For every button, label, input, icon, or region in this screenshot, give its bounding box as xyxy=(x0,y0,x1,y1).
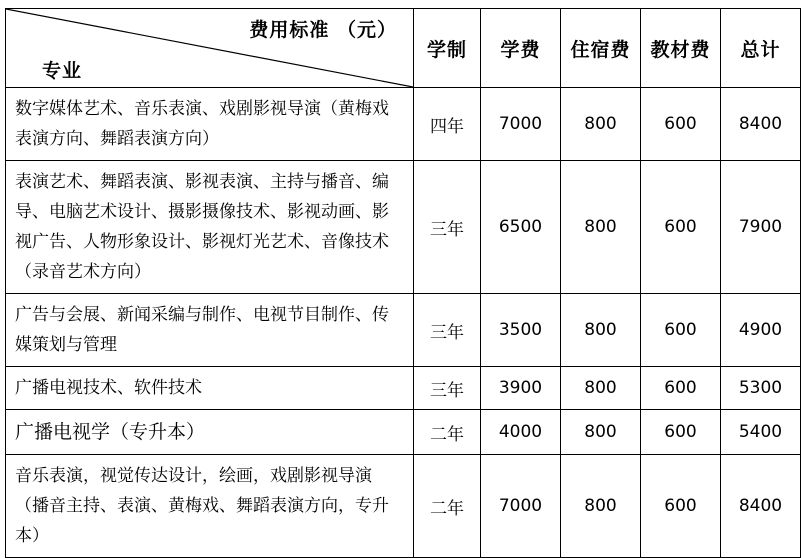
header-fee-label: 费用标准 （元） xyxy=(249,19,397,41)
header-years: 学制 xyxy=(414,9,481,88)
header-dorm-fee: 住宿费 xyxy=(561,9,641,88)
row-book-fee: 600 xyxy=(641,410,721,455)
table-header-row xyxy=(6,9,801,88)
row-years: 四年 xyxy=(414,88,481,161)
row-years: 二年 xyxy=(414,455,481,558)
row-tuition: 3500 xyxy=(481,294,561,367)
table-row xyxy=(6,88,801,161)
header-corner-cell xyxy=(6,9,414,88)
row-total: 5400 xyxy=(721,410,801,455)
row-tuition: 4000 xyxy=(481,410,561,455)
header-book-fee: 教材费 xyxy=(641,9,721,88)
row-years: 三年 xyxy=(414,294,481,367)
row-major: 广告与会展、新闻采编与制作、电视节目制作、传媒策划与管理 xyxy=(6,294,414,367)
row-book-fee: 600 xyxy=(641,367,721,410)
row-tuition: 7000 xyxy=(481,88,561,161)
row-major: 广播电视技术、软件技术 xyxy=(6,367,414,410)
header-major-label: 专业 xyxy=(42,60,83,82)
row-dorm-fee: 800 xyxy=(561,367,641,410)
table-row xyxy=(6,367,801,410)
row-major: 表演艺术、舞蹈表演、影视表演、主持与播音、编导、电脑艺术设计、摄影摄像技术、影视动画、影视广告、人物形象设计、影视灯光艺术、音像技术（录音艺术方向） xyxy=(6,161,414,294)
row-book-fee: 600 xyxy=(641,88,721,161)
row-total: 5300 xyxy=(721,367,801,410)
row-years: 三年 xyxy=(414,161,481,294)
table-row xyxy=(6,455,801,558)
row-book-fee: 600 xyxy=(641,294,721,367)
row-tuition: 7000 xyxy=(481,455,561,558)
row-tuition: 6500 xyxy=(481,161,561,294)
row-total: 7900 xyxy=(721,161,801,294)
row-dorm-fee: 800 xyxy=(561,410,641,455)
header-tuition: 学费 xyxy=(481,9,561,88)
row-dorm-fee: 800 xyxy=(561,455,641,558)
row-total: 8400 xyxy=(721,455,801,558)
row-dorm-fee: 800 xyxy=(561,161,641,294)
table-row xyxy=(6,294,801,367)
header-total: 总计 xyxy=(721,9,801,88)
row-dorm-fee: 800 xyxy=(561,88,641,161)
row-total: 8400 xyxy=(721,88,801,161)
table-row xyxy=(6,161,801,294)
row-total: 4900 xyxy=(721,294,801,367)
fee-standard-table xyxy=(5,8,801,558)
row-major: 音乐表演，视觉传达设计，绘画，戏剧影视导演（播音主持、表演、黄梅戏、舞蹈表演方向，专升本） xyxy=(6,455,414,558)
row-book-fee: 600 xyxy=(641,455,721,558)
row-book-fee: 600 xyxy=(641,161,721,294)
table-row xyxy=(6,410,801,455)
row-major: 广播电视学（专升本） xyxy=(6,410,414,455)
row-years: 三年 xyxy=(414,367,481,410)
row-major: 数字媒体艺术、音乐表演、戏剧影视导演（黄梅戏表演方向、舞蹈表演方向） xyxy=(6,88,414,161)
row-dorm-fee: 800 xyxy=(561,294,641,367)
row-tuition: 3900 xyxy=(481,367,561,410)
row-years: 二年 xyxy=(414,410,481,455)
